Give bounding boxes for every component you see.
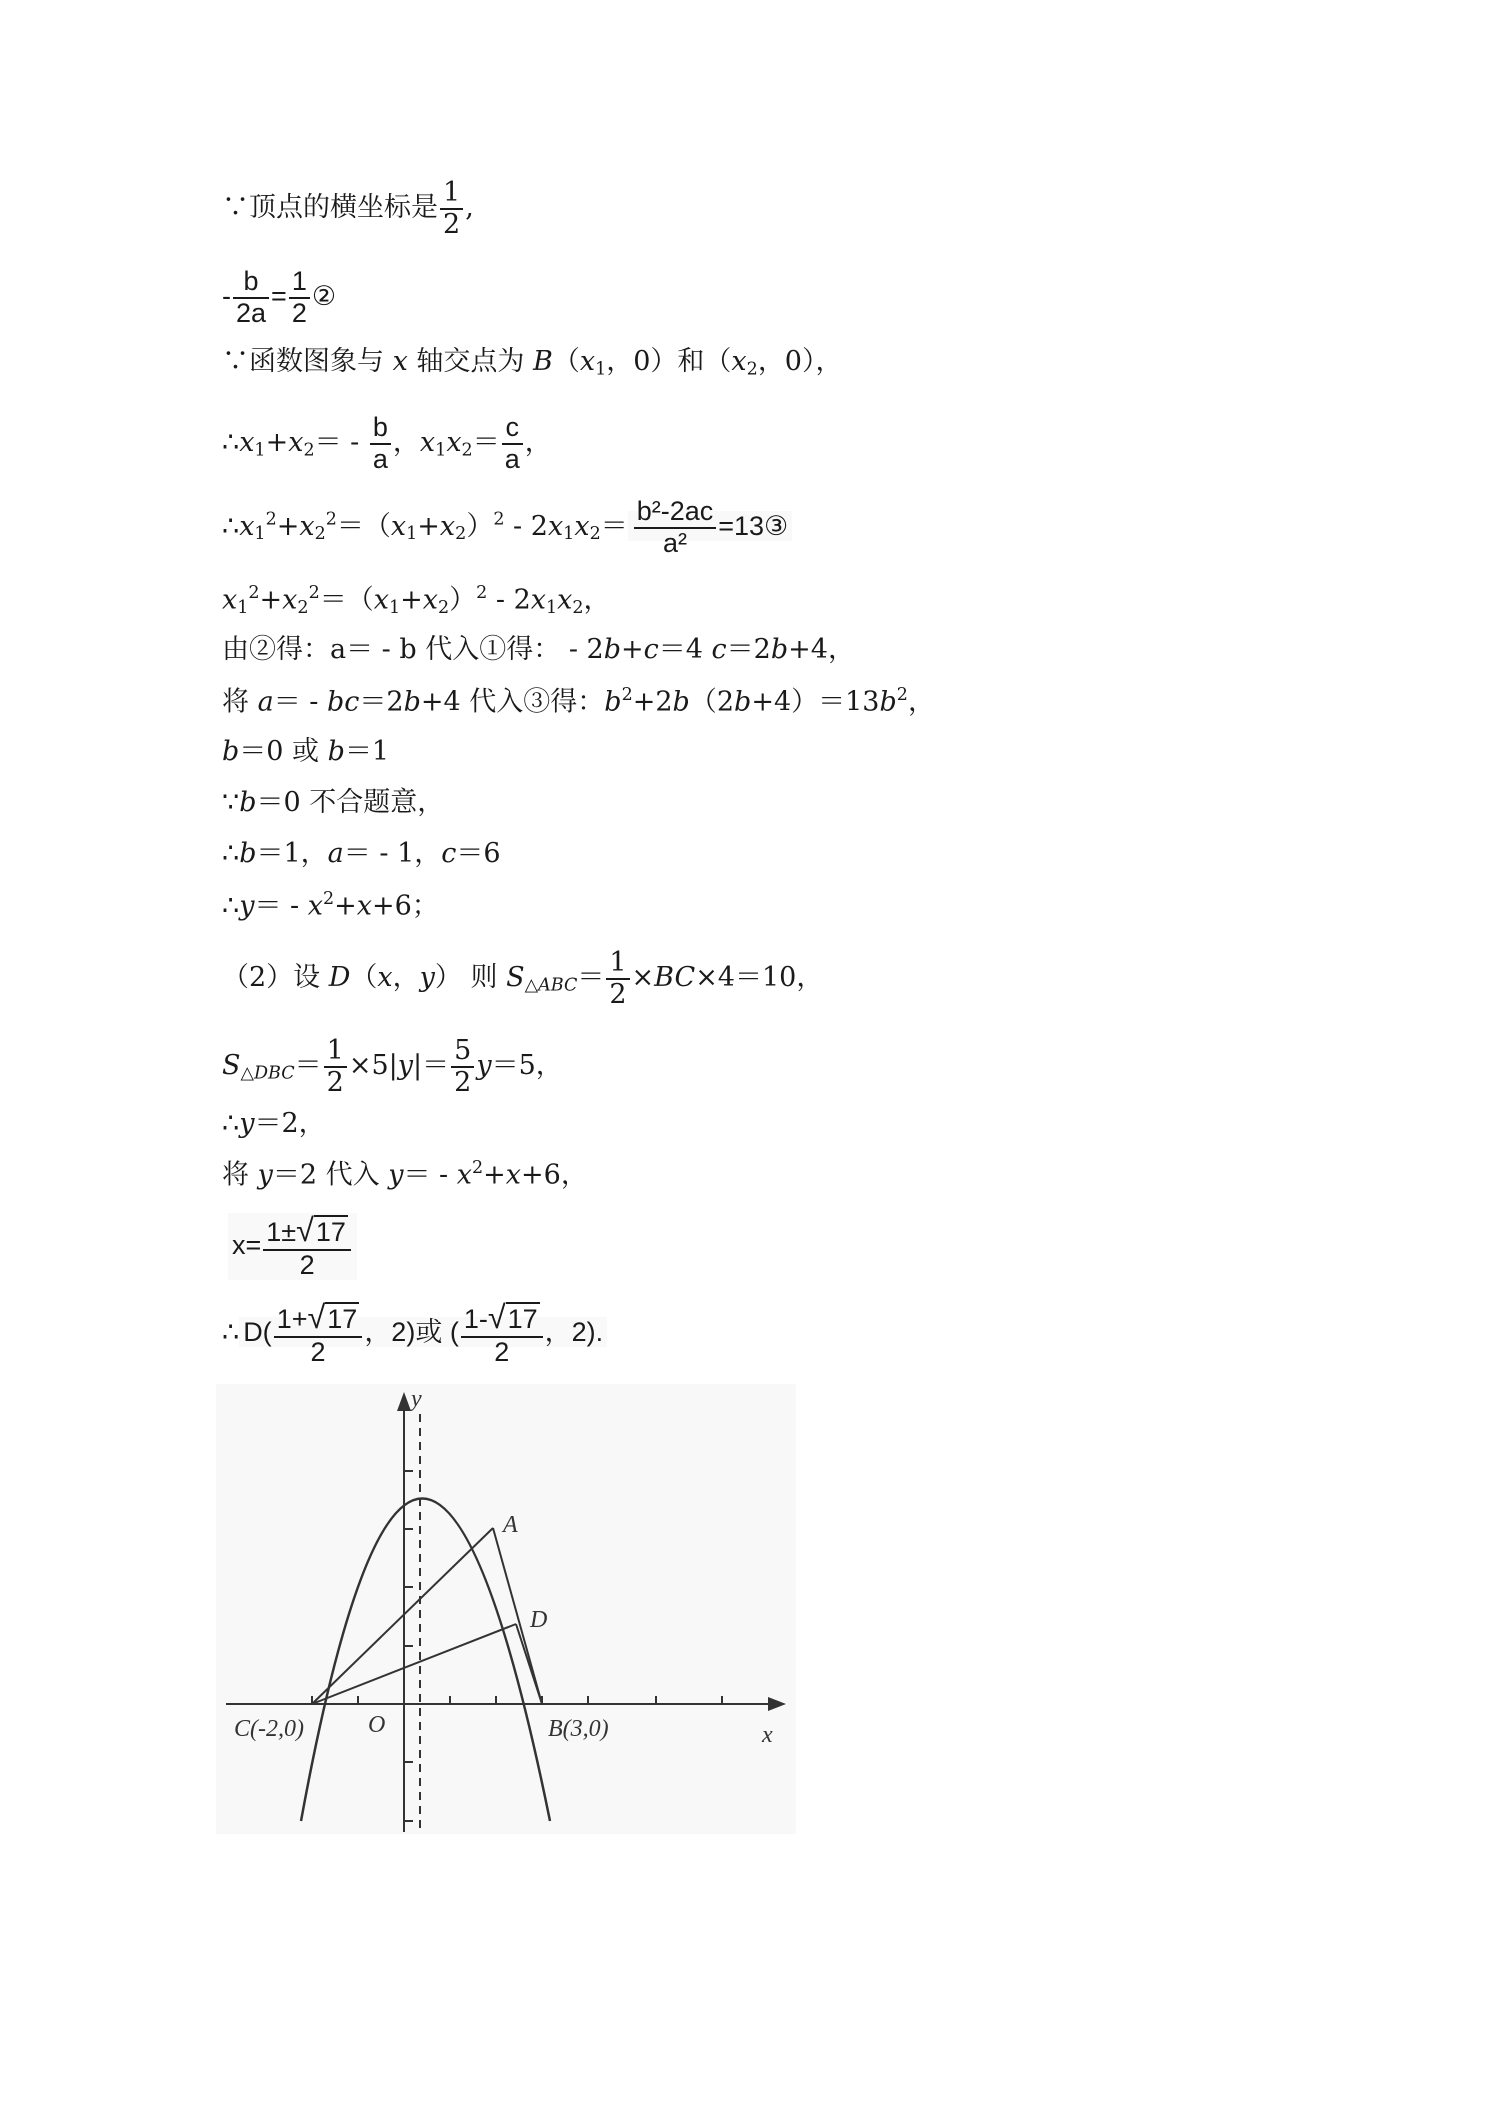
text: ＝ bbox=[600, 510, 628, 542]
text: + bbox=[621, 634, 644, 665]
fraction bbox=[502, 413, 523, 474]
text: |＝ bbox=[413, 1050, 450, 1082]
text: ＝5， bbox=[491, 1050, 563, 1082]
var: b bbox=[327, 736, 345, 767]
var: x bbox=[239, 510, 255, 542]
text: ×5| bbox=[348, 1050, 398, 1082]
text-line-17 bbox=[228, 1213, 357, 1280]
text: ， bbox=[583, 584, 611, 616]
radicand: 17 bbox=[315, 1217, 346, 1247]
numerator: 5 bbox=[451, 1036, 474, 1068]
var: x bbox=[505, 1159, 522, 1191]
var: b bbox=[734, 686, 752, 718]
text: ∴ bbox=[222, 1108, 240, 1139]
var: y bbox=[419, 962, 435, 994]
radicand: 17 bbox=[507, 1304, 538, 1334]
text: ＝ - bbox=[314, 427, 368, 459]
subscript: 2 bbox=[437, 597, 450, 618]
subscript: 2 bbox=[314, 524, 326, 545]
text: + bbox=[417, 510, 440, 542]
x-axis-label: x bbox=[762, 1722, 773, 1748]
text-line-4 bbox=[222, 413, 552, 474]
numerator bbox=[263, 1213, 351, 1251]
text: ） bbox=[466, 510, 494, 542]
text: ，2)或 ( bbox=[364, 1316, 459, 1347]
text: 由②得：a＝ - b 代入①得： - 2 bbox=[222, 634, 604, 665]
var: x bbox=[419, 427, 436, 459]
var: c bbox=[441, 838, 457, 869]
text: - 2 bbox=[504, 510, 548, 542]
text: + bbox=[400, 584, 423, 616]
text: ， bbox=[907, 686, 935, 718]
var: x bbox=[557, 584, 573, 616]
text-line-14 bbox=[222, 1036, 563, 1097]
var: y bbox=[239, 890, 255, 922]
equation-image bbox=[239, 1299, 607, 1367]
numerator: b bbox=[370, 413, 391, 445]
fraction bbox=[263, 1213, 351, 1280]
denominator: 2 bbox=[291, 297, 307, 328]
text: =13③ bbox=[718, 510, 789, 541]
denominator: a² bbox=[662, 527, 687, 558]
equation-image bbox=[628, 496, 793, 558]
var: b bbox=[603, 634, 622, 665]
superscript: 2 bbox=[621, 685, 633, 705]
subscript: 1 bbox=[254, 440, 266, 461]
text: +4 代入③得： bbox=[420, 686, 605, 718]
text-line-18 bbox=[222, 1300, 607, 1367]
subscript: 2 bbox=[589, 524, 601, 545]
text: ＝ bbox=[472, 427, 500, 459]
text: + bbox=[334, 890, 357, 922]
subscript: △DBC bbox=[240, 1063, 295, 1084]
superscript: 2 bbox=[265, 509, 277, 530]
superscript: 2 bbox=[472, 1158, 484, 1178]
var: x bbox=[307, 890, 323, 922]
denominator: 2 bbox=[326, 1066, 344, 1098]
point-a-label: A bbox=[503, 1512, 518, 1538]
subscript: 2 bbox=[297, 597, 309, 618]
text: （2）设 bbox=[222, 962, 329, 994]
subscript: 1 bbox=[435, 440, 447, 461]
superscript: 2 bbox=[248, 583, 260, 603]
parabola-figure bbox=[216, 1384, 796, 1834]
subscript: 2 bbox=[461, 440, 473, 461]
numerator bbox=[274, 1300, 363, 1338]
var: BC bbox=[654, 962, 696, 994]
denominator: 2 bbox=[299, 1249, 315, 1280]
sqrt-sign: √ bbox=[487, 1299, 506, 1335]
subscript: 1 bbox=[237, 597, 249, 618]
numerator: 1 bbox=[606, 948, 629, 980]
var: x bbox=[439, 510, 456, 542]
text: ＝ bbox=[577, 962, 605, 994]
fraction bbox=[233, 267, 269, 328]
var: x bbox=[222, 584, 238, 616]
text: ＝0 不合题意， bbox=[256, 787, 445, 818]
text: 轴交点为 bbox=[407, 346, 533, 377]
var: x bbox=[390, 510, 407, 542]
text: ） 则 bbox=[434, 962, 507, 994]
text: ＝2， bbox=[254, 1108, 326, 1139]
var: x bbox=[731, 346, 747, 377]
var: y bbox=[239, 1108, 255, 1139]
text: ＝2 bbox=[359, 686, 404, 718]
text: 1- bbox=[463, 1304, 488, 1334]
var: x bbox=[530, 584, 546, 616]
denominator: 2 bbox=[609, 978, 627, 1010]
var: x bbox=[392, 346, 408, 377]
text-line-1 bbox=[222, 178, 474, 239]
text-line-13 bbox=[222, 948, 823, 1009]
text: +6； bbox=[372, 890, 439, 922]
var: b bbox=[879, 686, 897, 718]
denominator: a bbox=[504, 443, 520, 474]
text: ＝ - bbox=[254, 890, 308, 922]
fraction bbox=[289, 267, 310, 328]
text: +2 bbox=[632, 686, 673, 718]
superscript: 2 bbox=[896, 685, 908, 705]
text: ＝2 bbox=[726, 634, 771, 665]
text-line-6 bbox=[222, 585, 611, 617]
text: ，2). bbox=[544, 1316, 604, 1347]
var: b bbox=[604, 686, 622, 718]
subscript: 2 bbox=[572, 597, 584, 618]
var: bc bbox=[327, 686, 360, 718]
var: b bbox=[672, 686, 690, 718]
subscript: 1 bbox=[595, 359, 607, 380]
text: ∴ bbox=[222, 427, 240, 459]
var: c bbox=[643, 634, 659, 665]
var: a bbox=[327, 838, 344, 869]
fraction bbox=[634, 497, 717, 558]
var: y bbox=[257, 1159, 273, 1191]
fraction bbox=[324, 1036, 347, 1097]
text: 将 bbox=[222, 686, 258, 718]
var: b bbox=[403, 686, 421, 718]
radicand: 17 bbox=[327, 1304, 358, 1334]
text: 1+ bbox=[276, 1304, 308, 1334]
var: x bbox=[574, 510, 590, 542]
text: ∵ bbox=[222, 787, 240, 818]
var: x bbox=[356, 890, 372, 922]
var: a bbox=[257, 686, 274, 718]
figure-background bbox=[216, 1384, 796, 1834]
sqrt-sign: √ bbox=[307, 1299, 326, 1335]
fraction bbox=[440, 178, 463, 239]
text: ＝ - bbox=[273, 686, 327, 718]
text: ∴ bbox=[222, 838, 240, 869]
subscript: △ABC bbox=[524, 975, 578, 996]
var: b bbox=[239, 787, 257, 818]
text-line-7 bbox=[222, 636, 855, 663]
text: ＝4 bbox=[658, 634, 712, 665]
superscript: 2 bbox=[322, 889, 335, 909]
text-line-9 bbox=[222, 738, 389, 765]
text: ＝1 bbox=[344, 736, 390, 767]
var: x bbox=[282, 584, 298, 616]
text-line-8 bbox=[222, 687, 935, 716]
point-d-label: D bbox=[530, 1607, 548, 1633]
text: x= bbox=[232, 1229, 262, 1260]
denominator: 2 bbox=[454, 1066, 472, 1098]
var: D bbox=[328, 962, 351, 994]
text: + bbox=[276, 510, 300, 542]
y-axis-label: y bbox=[411, 1386, 422, 1412]
text: ∴ bbox=[222, 1316, 240, 1348]
point-b-label: B(3,0) bbox=[548, 1716, 609, 1742]
numerator: 1 bbox=[324, 1036, 347, 1068]
var: x bbox=[299, 510, 315, 542]
text: - bbox=[222, 280, 231, 311]
subscript: 1 bbox=[563, 524, 575, 545]
text: ＝ bbox=[294, 1050, 322, 1082]
var: y bbox=[397, 1050, 414, 1082]
var: b bbox=[222, 736, 240, 767]
origin-label: O bbox=[368, 1712, 386, 1738]
text: ＝（ bbox=[336, 510, 391, 542]
text-line-10 bbox=[222, 789, 444, 816]
text: ② bbox=[311, 280, 337, 311]
superscript: 2 bbox=[476, 583, 488, 603]
var: b bbox=[770, 634, 789, 665]
denominator: 2 bbox=[494, 1336, 510, 1367]
text: ∴ bbox=[222, 890, 240, 922]
numerator: 1 bbox=[289, 267, 310, 299]
text: ， bbox=[392, 427, 420, 459]
superscript: 2 bbox=[493, 509, 505, 530]
text: ∵函数图象与 bbox=[222, 346, 393, 377]
text: ， bbox=[524, 427, 552, 459]
text-line-2 bbox=[222, 267, 336, 328]
text: = bbox=[271, 280, 287, 311]
text-line-16 bbox=[222, 1160, 588, 1189]
var: B bbox=[533, 346, 553, 377]
text-line-3 bbox=[222, 348, 843, 379]
text: （ bbox=[350, 962, 378, 994]
var: b bbox=[239, 838, 257, 869]
text: ，0）， bbox=[757, 346, 843, 377]
text-line-12 bbox=[222, 891, 439, 920]
text: 将 bbox=[222, 1159, 258, 1191]
text-line-5 bbox=[222, 497, 792, 558]
fraction bbox=[451, 1036, 474, 1097]
subscript: 2 bbox=[455, 524, 467, 545]
denominator: 2 bbox=[443, 208, 461, 240]
text: ，0）和（ bbox=[606, 346, 732, 377]
text-line-15 bbox=[222, 1110, 326, 1137]
fraction bbox=[461, 1300, 543, 1367]
text: - 2 bbox=[487, 584, 531, 616]
text: × bbox=[631, 962, 655, 994]
var: x bbox=[288, 427, 304, 459]
var: x bbox=[373, 584, 389, 616]
text: D( bbox=[243, 1316, 272, 1347]
text: ∵顶点的横坐标是 bbox=[222, 192, 438, 224]
denominator: 2a bbox=[236, 297, 267, 328]
text: ＝0 或 bbox=[239, 736, 328, 767]
numerator: c bbox=[502, 413, 523, 445]
var: x bbox=[579, 346, 596, 377]
denominator: 2 bbox=[310, 1336, 326, 1367]
superscript: 2 bbox=[325, 509, 337, 530]
subscript: 1 bbox=[388, 597, 401, 618]
denominator: a bbox=[372, 443, 388, 474]
var: y bbox=[476, 1050, 492, 1082]
fraction bbox=[606, 948, 629, 1009]
text: +4）＝13 bbox=[751, 686, 880, 718]
text: +4， bbox=[788, 634, 855, 665]
var: x bbox=[239, 427, 255, 459]
subscript: 1 bbox=[254, 524, 266, 545]
numerator: b²-2ac bbox=[634, 497, 717, 529]
var: S bbox=[222, 1050, 241, 1082]
text: （ bbox=[552, 346, 580, 377]
text: + bbox=[265, 427, 289, 459]
var: x bbox=[446, 427, 462, 459]
subscript: 2 bbox=[303, 440, 315, 461]
var: S bbox=[506, 962, 525, 994]
text: ∴ bbox=[222, 510, 240, 542]
var: y bbox=[388, 1159, 404, 1191]
subscript: 1 bbox=[545, 597, 558, 618]
text: 1± bbox=[266, 1217, 297, 1247]
text: ， bbox=[392, 962, 420, 994]
fraction bbox=[274, 1300, 363, 1367]
text-line-11 bbox=[222, 840, 501, 867]
numerator: b bbox=[233, 267, 269, 299]
text: （2 bbox=[689, 686, 735, 718]
var: x bbox=[547, 510, 564, 542]
text: +6， bbox=[521, 1159, 588, 1191]
text: ＝1， bbox=[256, 838, 328, 869]
text: + bbox=[259, 584, 283, 616]
numerator: 1 bbox=[440, 178, 463, 210]
point-c-label: C(-2,0) bbox=[234, 1716, 304, 1742]
text: ＝（ bbox=[319, 584, 374, 616]
text: ＝ - 1， bbox=[343, 838, 442, 869]
subscript: 1 bbox=[406, 524, 418, 545]
text: ） bbox=[449, 584, 477, 616]
text: + bbox=[483, 1159, 506, 1191]
sqrt-sign: √ bbox=[296, 1212, 314, 1248]
numerator bbox=[461, 1300, 543, 1338]
var: x bbox=[377, 962, 393, 994]
text: ＝6 bbox=[456, 838, 501, 869]
text: ＝2 代入 bbox=[272, 1159, 389, 1191]
var: x bbox=[456, 1159, 472, 1191]
var: c bbox=[711, 634, 727, 665]
subscript: 2 bbox=[746, 359, 758, 380]
var: x bbox=[422, 584, 438, 616]
fraction bbox=[370, 413, 391, 474]
text: ×4＝10， bbox=[695, 962, 824, 994]
text: ＝ - bbox=[403, 1159, 457, 1191]
superscript: 2 bbox=[308, 583, 320, 603]
text: , bbox=[465, 192, 474, 224]
